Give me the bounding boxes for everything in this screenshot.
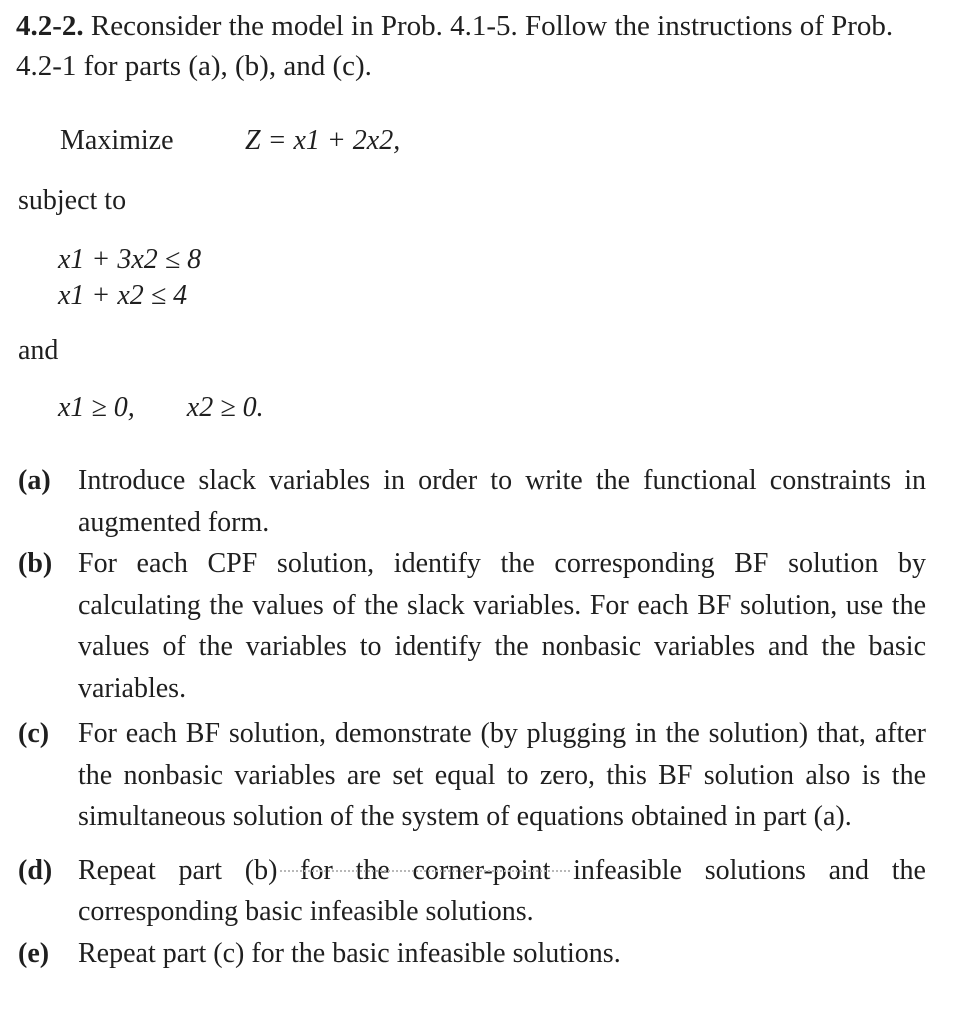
part-b	[18, 543, 926, 709]
nonnegativity-constraints	[58, 389, 264, 427]
problem-number: 4.2-2.	[16, 10, 84, 42]
scan-artifact-divider	[280, 870, 570, 872]
and-label: and	[18, 335, 59, 366]
part-a	[18, 460, 926, 543]
objective-function: Z = x1 + 2x2,	[245, 125, 401, 156]
objective-verb: Maximize	[60, 125, 174, 156]
nonneg-x1: x1 ≥ 0,	[58, 392, 135, 423]
part-label: (b)	[18, 548, 53, 579]
part-text: Introduce slack variables in order to write the functional constraints in augmented form.	[78, 465, 926, 538]
constraint-2: x1 + x2 ≤ 4	[58, 280, 188, 311]
part-text: Repeat part (c) for the basic infeasible solutions.	[78, 937, 621, 969]
part-e	[18, 933, 926, 975]
part-text: For each BF solution, demonstrate (by plugging in the solution) that, after the nonbasic variables are set equal to zero, this BF solution also is the simultaneous solution of the system of equations obtained in part (a).	[78, 718, 926, 832]
part-label: (d)	[18, 854, 53, 886]
part-text: Repeat part (b) for the corner-point infeasible solutions and the corresponding basic infeasible solutions.	[78, 854, 926, 927]
parts-list	[18, 460, 926, 974]
subject-to-label: subject to	[18, 185, 127, 216]
part-d	[18, 850, 926, 933]
part-c	[18, 713, 926, 838]
problem-statement: Reconsider the model in Prob. 4.1-5. Follow the instructions of Prob. 4.2-1 for parts (a), (b), and (c).	[16, 10, 894, 82]
part-label: (c)	[18, 718, 50, 749]
problem-header	[16, 6, 936, 86]
nonneg-x2: x2 ≥ 0.	[186, 392, 264, 423]
part-text: For each CPF solution, identify the corresponding BF solution by calculating the values of the slack variables. For each BF solution, use the values of the variables to identify the nonbasic variables and the basic variables.	[78, 548, 926, 704]
part-label: (a)	[18, 465, 51, 496]
objective-line	[60, 122, 400, 160]
constraint-1: x1 + 3x2 ≤ 8	[58, 244, 202, 275]
part-label: (e)	[18, 937, 50, 969]
